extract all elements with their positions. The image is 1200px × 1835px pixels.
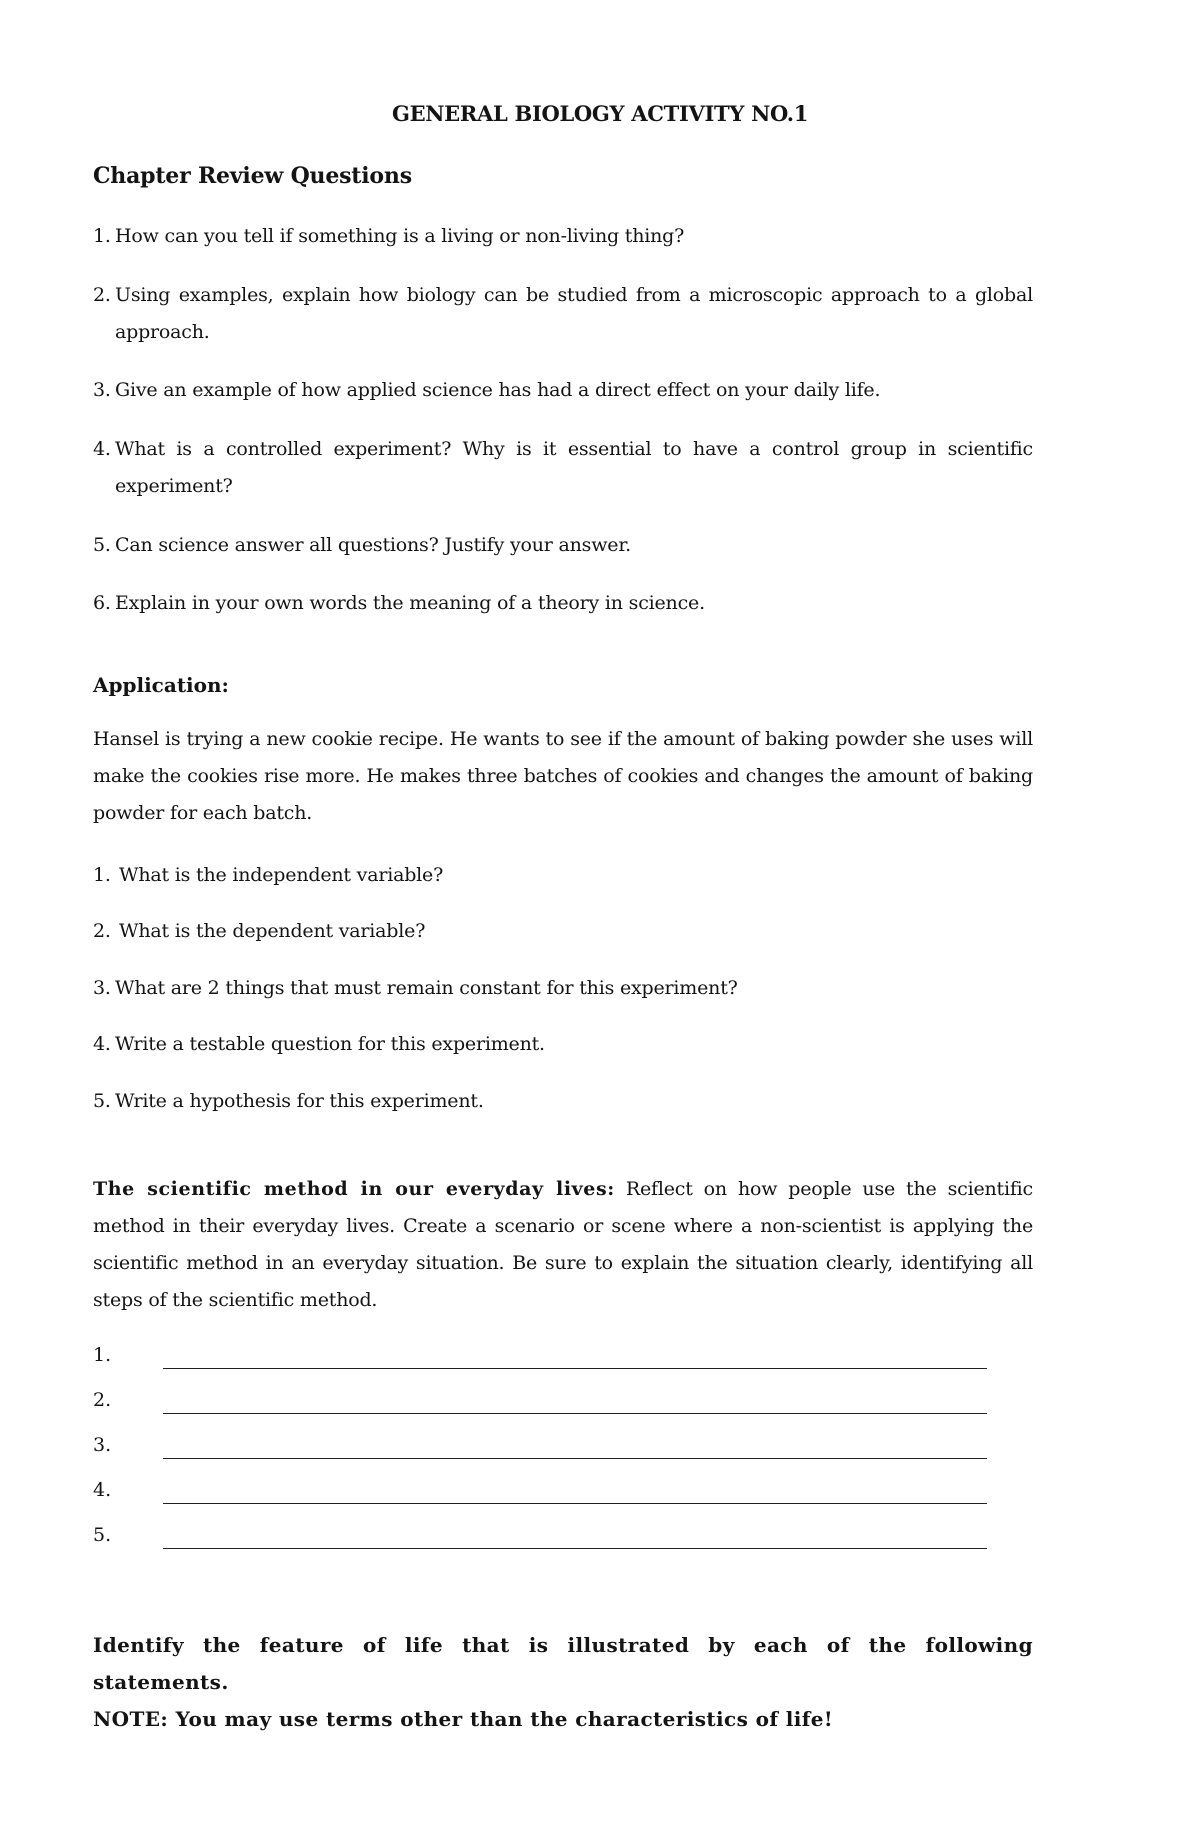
blank-number: 3. <box>93 1434 112 1456</box>
review-question-3 <box>93 372 1033 409</box>
blank-number: 5. <box>93 1524 112 1546</box>
question-text: What are 2 things that must remain constant for this experiment? <box>115 977 738 999</box>
question-text: What is the dependent variable? <box>119 920 426 942</box>
application-question-1 <box>93 857 1033 894</box>
question-number: 5. <box>93 534 111 556</box>
answer-line[interactable] <box>163 1368 987 1369</box>
scientific-method-prompt <box>93 1171 1033 1319</box>
question-number: 3. <box>93 977 111 999</box>
answer-line[interactable] <box>163 1503 987 1504</box>
answer-line[interactable] <box>163 1548 987 1549</box>
question-text: Explain in your own words the meaning of a theory in science. <box>115 592 705 614</box>
question-number: 3. <box>93 379 111 401</box>
review-question-1 <box>93 218 1033 255</box>
application-question-5 <box>93 1083 1033 1120</box>
answer-blank-1[interactable] <box>93 1338 993 1378</box>
question-number: 6. <box>93 592 111 614</box>
identify-instructions <box>93 1627 1033 1738</box>
answer-blank-3[interactable] <box>93 1428 993 1468</box>
question-number: 1. <box>93 864 111 886</box>
answer-line[interactable] <box>163 1458 987 1459</box>
question-text: What is the independent variable? <box>119 864 444 886</box>
page-title: GENERAL BIOLOGY ACTIVITY NO.1 <box>391 101 809 126</box>
question-number: 2. <box>93 284 111 306</box>
application-question-4 <box>93 1026 1033 1063</box>
scientific-method-body: Reflect on how people use the scientific method in their everyday lives. Create a scenario or scene where a non-scientist is applying the scientific method in an everyday situation. Be sure to explain the situation clearly, identifying all steps of the scientific method. <box>93 1178 1033 1311</box>
answer-blank-4[interactable] <box>93 1473 993 1513</box>
identify-line: Identify the feature of life that is illustrated by each of the following statements. <box>93 1633 1033 1694</box>
answer-blank-5[interactable] <box>93 1518 993 1558</box>
question-text: Give an example of how applied science has had a direct effect on your daily life. <box>115 379 881 401</box>
question-number: 2. <box>93 920 111 942</box>
question-text: Write a hypothesis for this experiment. <box>115 1090 484 1112</box>
review-question-4 <box>93 431 1033 505</box>
blank-number: 2. <box>93 1389 112 1411</box>
blank-number: 1. <box>93 1344 112 1366</box>
application-heading: Application: <box>93 673 229 697</box>
application-scenario: Hansel is trying a new cookie recipe. He wants to see if the amount of baking powder she uses will make the cookies rise more. He makes three batches of cookies and changes the amount of baking powder for each batch. <box>93 728 1033 824</box>
application-question-2 <box>93 913 1033 950</box>
question-text: How can you tell if something is a living or non-living thing? <box>115 225 685 247</box>
question-number: 5. <box>93 1090 111 1112</box>
question-number: 4. <box>93 1033 111 1055</box>
chapter-review-heading: Chapter Review Questions <box>93 163 412 189</box>
question-text: Can science answer all questions? Justify your answer. <box>115 534 631 556</box>
question-text: Using examples, explain how biology can be studied from a microscopic approach to a global approach. <box>115 284 1033 343</box>
question-text: Write a testable question for this experiment. <box>115 1033 545 1055</box>
scientific-method-lead: The scientific method in our everyday lives: <box>93 1178 615 1200</box>
question-number: 4. <box>93 438 111 460</box>
blank-number: 4. <box>93 1479 112 1501</box>
review-question-6 <box>93 585 1033 622</box>
identify-note: NOTE: You may use terms other than the characteristics of life! <box>93 1707 834 1731</box>
answer-blank-2[interactable] <box>93 1383 993 1423</box>
review-question-2 <box>93 277 1033 351</box>
application-question-3 <box>93 970 1033 1007</box>
review-question-5 <box>93 527 1033 564</box>
question-number: 1. <box>93 225 111 247</box>
question-text: What is a controlled experiment? Why is it essential to have a control group in scientific experiment? <box>115 438 1033 497</box>
answer-line[interactable] <box>163 1413 987 1414</box>
